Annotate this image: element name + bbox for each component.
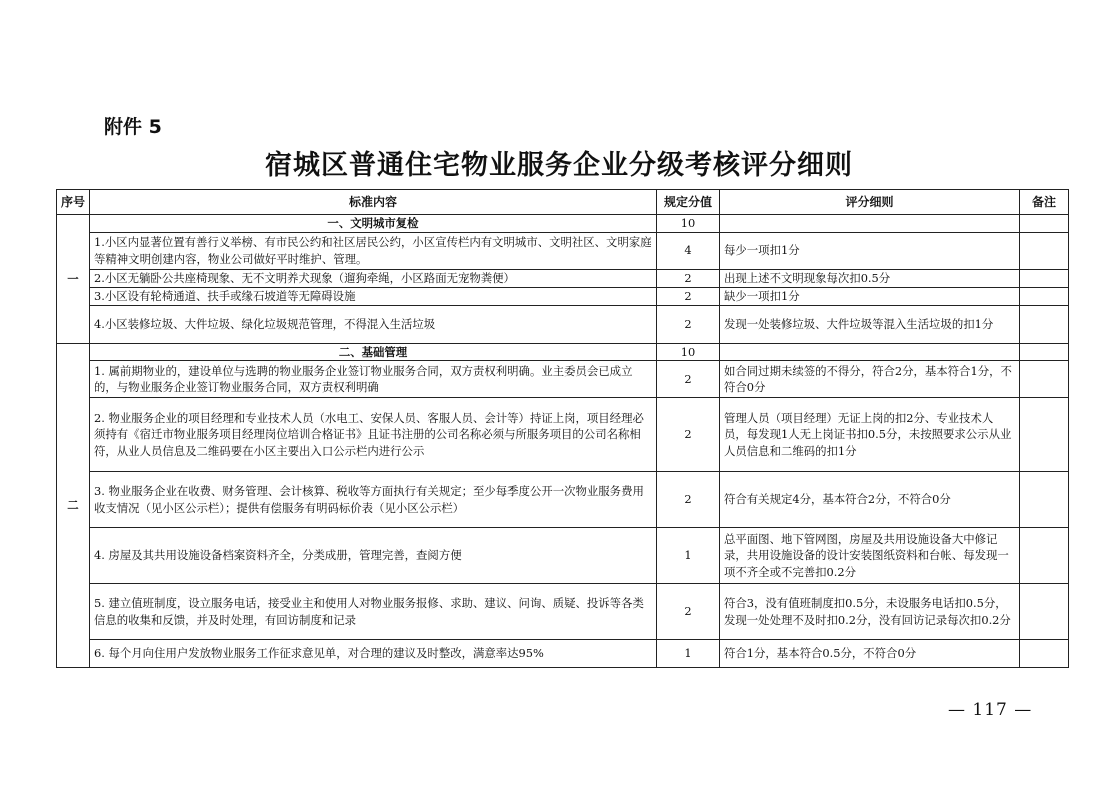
standard-cell: 1.小区内显著位置有善行义举榜、有市民公约和社区居民公约，小区宣传栏内有文明城市、文明社区、文明家庭等精神文明创建内容，物业公司做好平时维护、管理。 <box>90 232 657 269</box>
table-row <box>57 640 1069 668</box>
section-score: 10 <box>657 215 720 233</box>
header-seq: 序号 <box>57 190 90 215</box>
score-cell: 2 <box>657 398 720 472</box>
standard-cell: 1. 属前期物业的，建设单位与选聘的物业服务企业签订物业服务合同，双方责权利明确。业主委员会已成立的，与物业服务企业签订物业服务合同，双方责权利明确 <box>90 361 657 398</box>
rule-cell: 缺少一项扣1分 <box>720 287 1020 305</box>
section-heading: 二、基础管理 <box>90 343 657 361</box>
standard-cell: 4.小区装修垃圾、大件垃圾、绿化垃圾规范管理，不得混入生活垃圾 <box>90 305 657 343</box>
standard-cell: 6. 每个月向住用户发放物业服务工作征求意见单，对合理的建议及时整改，满意率达95% <box>90 640 657 668</box>
score-cell: 2 <box>657 361 720 398</box>
table-row <box>57 472 1069 528</box>
page-number: — 117 — <box>948 700 1033 720</box>
rule-cell: 如合同过期未续签的不得分，符合2分，基本符合1分，不符合0分 <box>720 361 1020 398</box>
table-row <box>57 305 1069 343</box>
standard-cell: 5. 建立值班制度，设立服务电话，接受业主和使用人对物业服务报修、求助、建议、问询、质疑、投诉等各类信息的收集和反馈，并及时处理，有回访制度和记录 <box>90 584 657 640</box>
rule-cell: 符合有关规定4分，基本符合2分，不符合0分 <box>720 472 1020 528</box>
rule-cell <box>720 215 1020 233</box>
section-score: 10 <box>657 343 720 361</box>
table-row <box>57 584 1069 640</box>
scoring-table <box>56 189 1069 668</box>
note-cell <box>1020 640 1069 668</box>
note-cell <box>1020 398 1069 472</box>
table-row <box>57 361 1069 398</box>
table-row <box>57 232 1069 269</box>
score-cell: 4 <box>657 232 720 269</box>
note-cell <box>1020 305 1069 343</box>
header-standard: 标准内容 <box>90 190 657 215</box>
section-heading: 一、文明城市复检 <box>90 215 657 233</box>
note-cell <box>1020 472 1069 528</box>
table-row <box>57 269 1069 287</box>
document-title: 宿城区普通住宅物业服务企业分级考核评分细则 <box>265 150 853 181</box>
attachment-label: 附件 5 <box>104 116 162 138</box>
rule-cell: 符合1分，基本符合0.5分，不符合0分 <box>720 640 1020 668</box>
rule-cell: 出现上述不文明现象每次扣0.5分 <box>720 269 1020 287</box>
score-cell: 1 <box>657 640 720 668</box>
note-cell <box>1020 343 1069 361</box>
note-cell <box>1020 528 1069 584</box>
rule-cell: 符合3，没有值班制度扣0.5分，未设服务电话扣0.5分，发现一处处理不及时扣0.2分，没有回访记录每次扣0.2分 <box>720 584 1020 640</box>
note-cell <box>1020 232 1069 269</box>
standard-cell: 3. 物业服务企业在收费、财务管理、会计核算、税收等方面执行有关规定；至少每季度公开一次物业服务费用收支情况（见小区公示栏）；提供有偿服务有明码标价表（见小区公示栏） <box>90 472 657 528</box>
table-row <box>57 398 1069 472</box>
rule-cell: 发现一处装修垃圾、大件垃圾等混入生活垃圾的扣1分 <box>720 305 1020 343</box>
standard-cell: 2. 物业服务企业的项目经理和专业技术人员（水电工、安保人员、客服人员、会计等）持证上岗，项目经理必须持有《宿迁市物业服务项目经理岗位培训合格证书》且证书注册的公司名称必须与所服务项目的公司名称相符，从业人员信息及二维码要在小区主要出入口公示栏内进行公示 <box>90 398 657 472</box>
note-cell <box>1020 215 1069 233</box>
header-note: 备注 <box>1020 190 1069 215</box>
rule-cell: 总平面图、地下管网图，房屋及共用设施设备大中修记录，共用设施设备的设计安装图纸资料和台帐、每发现一项不齐全或不完善扣0.2分 <box>720 528 1020 584</box>
table-row <box>57 528 1069 584</box>
standard-cell: 2.小区无躺卧公共座椅现象、无不文明养犬现象（遛狗牵绳，小区路面无宠物粪便） <box>90 269 657 287</box>
note-cell <box>1020 584 1069 640</box>
header-rule: 评分细则 <box>720 190 1020 215</box>
note-cell <box>1020 269 1069 287</box>
rule-cell <box>720 343 1020 361</box>
score-cell: 2 <box>657 305 720 343</box>
rule-cell: 每少一项扣1分 <box>720 232 1020 269</box>
score-cell: 2 <box>657 269 720 287</box>
section-seq: 一 <box>57 215 90 344</box>
score-cell: 2 <box>657 584 720 640</box>
section-heading-row <box>57 343 1069 361</box>
standard-cell: 4. 房屋及其共用设施设备档案资料齐全，分类成册，管理完善，查阅方便 <box>90 528 657 584</box>
rule-cell: 管理人员（项目经理）无证上岗的扣2分、专业技术人员，每发现1人无上岗证书扣0.5分，未按照要求公示从业人员信息和二维码的扣1分 <box>720 398 1020 472</box>
note-cell <box>1020 287 1069 305</box>
section-seq: 二 <box>57 343 90 668</box>
table-header-row <box>57 190 1069 215</box>
score-cell: 1 <box>657 528 720 584</box>
score-cell: 2 <box>657 472 720 528</box>
header-score: 规定分值 <box>657 190 720 215</box>
score-cell: 2 <box>657 287 720 305</box>
note-cell <box>1020 361 1069 398</box>
table-row <box>57 287 1069 305</box>
section-heading-row <box>57 215 1069 233</box>
standard-cell: 3.小区设有轮椅通道、扶手或缘石坡道等无障碍设施 <box>90 287 657 305</box>
